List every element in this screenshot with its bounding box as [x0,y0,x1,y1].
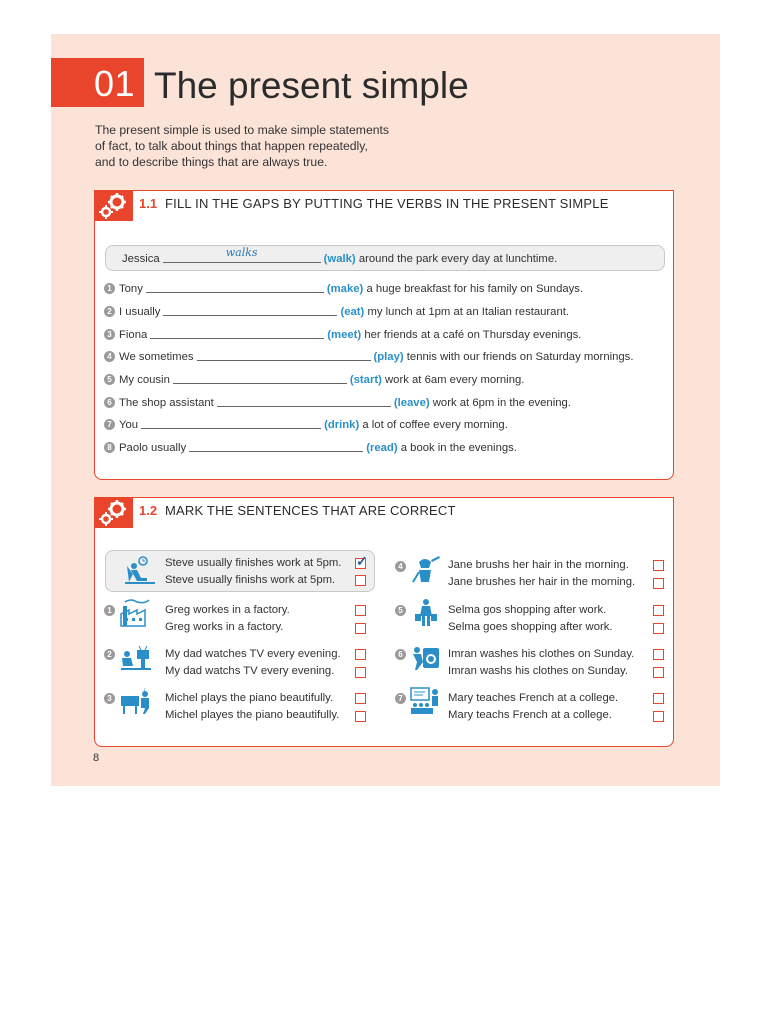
checkbox[interactable] [355,605,366,616]
sentence-end: her friends at a café on Thursday evenings. [364,329,582,341]
item-number: 7 [395,693,406,704]
office-worker-icon [123,556,157,586]
verb-hint: (drink) [324,419,360,431]
tv-watching-icon [119,642,153,672]
item-number: 6 [104,397,115,408]
sentence-end: a lot of coffee every morning. [362,419,508,431]
checkbox[interactable] [653,605,664,616]
sentence-end: a huge breakfast for his family on Sundays. [366,283,584,295]
item-number: 4 [104,351,115,362]
sentence-b: My dad watchs TV every evening. [165,665,335,677]
item-number: 3 [104,329,115,340]
sentence-start: Paolo usually [119,442,187,454]
gap-item [104,372,524,386]
sentence-start: Jessica [122,253,160,265]
checkbox[interactable] [355,693,366,704]
verb-hint: (play) [373,351,404,363]
chapter-number: 01 [94,63,136,104]
sentence-b: Greg works in a factory. [165,621,284,633]
checkbox[interactable] [355,711,366,722]
gap-item [104,327,581,341]
gap-item [104,395,571,409]
item-number: 2 [104,306,115,317]
checkbox[interactable] [653,578,664,589]
sentence-start: The shop assistant [119,397,214,409]
gap-item [104,417,508,431]
example-checkbox-a[interactable] [355,553,368,569]
intro-line: The present simple is used to make simple statements [95,123,389,137]
hair-brushing-icon [409,554,443,584]
sentence-end: tennis with our friends on Saturday mornings. [406,351,634,363]
item-number: 5 [104,374,115,385]
checkbox[interactable] [653,649,664,660]
checkbox[interactable] [355,667,366,678]
sentence-start: I usually [119,306,161,318]
answer-gap[interactable] [217,395,391,407]
item-number: 1 [104,605,115,616]
sentence-end: work at 6am every morning. [385,374,525,386]
answer-gap[interactable] [141,417,321,429]
verb-hint: (meet) [327,329,362,341]
gap-item [104,304,569,318]
item-number: 1 [104,283,115,294]
checkbox[interactable] [653,693,664,704]
checkmark-icon: ✓ [356,553,368,569]
factory-icon [119,598,153,628]
item-number: 3 [104,693,115,704]
sentence-b: Jane brushes her hair in the morning. [448,576,636,588]
exercise-title: FILL IN THE GAPS BY PUTTING THE VERBS IN THE PRESENT SIMPLE [165,196,609,211]
answer-gap[interactable] [173,372,347,384]
intro-line: of fact, to talk about things that happen repeatedly, [95,139,368,153]
shopping-icon [409,598,443,628]
exercise-header [95,191,673,219]
sentence-start: We sometimes [119,351,194,363]
example-sentence-b: Steve usually finishs work at 5pm. [165,574,336,586]
washing-machine-icon [409,642,443,672]
checkbox[interactable] [653,667,664,678]
item-number: 7 [104,419,115,430]
sentence-end: my lunch at 1pm at an Italian restaurant. [367,306,570,318]
example-checkbox-b[interactable] [355,575,366,586]
answer-gap [163,246,321,263]
gap-item [104,281,583,295]
sentence-end: around the park every day at lunchtime. [358,253,558,265]
gears-icon [95,191,133,221]
classroom-icon [409,686,443,716]
checkbox[interactable] [653,560,664,571]
sentence-a: Greg workes in a factory. [165,604,290,616]
page-number: 8 [93,752,100,764]
answer-gap[interactable] [146,281,324,293]
item-number: 4 [395,561,406,572]
verb-hint: (leave) [393,397,430,409]
item-number: 6 [395,649,406,660]
item-number: 8 [104,442,115,453]
piano-icon [119,686,153,716]
sentence-b: Selma goes shopping after work. [448,621,613,633]
sentence-a: Imran washes his clothes on Sunday. [448,648,635,660]
checkbox[interactable] [355,623,366,634]
svg-text:♪: ♪ [143,687,146,693]
sentence-a: Mary teaches French at a college. [448,692,619,704]
gap-item [104,349,633,363]
sentence-b: Imran washs his clothes on Sunday. [448,665,629,677]
sentence-a: Michel plays the piano beautifully. [165,692,334,704]
answer-gap[interactable] [150,327,324,339]
answer-gap[interactable] [163,304,337,316]
answer-gap[interactable] [189,440,363,452]
chapter-title: The present simple [154,65,469,106]
sentence-a: Selma gos shopping after work. [448,604,607,616]
exercise-1-2-box [94,497,674,747]
sentence-a: Jane brushs her hair in the morning. [448,559,629,571]
exercise-header [95,498,673,526]
example-answer: walks [225,246,258,259]
gears-icon [95,498,133,528]
verb-hint: (start) [349,374,382,386]
gap-item [104,440,517,454]
exercise-1-1-box [94,190,674,480]
exercise-title: MARK THE SENTENCES THAT ARE CORRECT [165,503,456,518]
verb-hint: (make) [326,283,364,295]
sentence-end: a book in the evenings. [400,442,517,454]
example-sentence-a: Steve usually finishes work at 5pm. [165,557,342,569]
sentence-start: My cousin [119,374,170,386]
checkbox[interactable] [653,711,664,722]
sentence-start: Tony [119,283,143,295]
item-number: 5 [395,605,406,616]
sentence-a: My dad watches TV every evening. [165,648,341,660]
intro-line: and to describe things that are always true. [95,155,328,169]
verb-hint: (eat) [340,306,365,318]
sentence-b: Michel playes the piano beautifully. [165,709,340,721]
exercise-number: 1.1 [139,196,158,211]
sentence-b: Mary teachs French at a college. [448,709,612,721]
checkbox[interactable] [355,649,366,660]
intro-text [95,122,415,170]
answer-gap[interactable] [197,349,371,361]
verb-hint: (read) [366,442,398,454]
item-number: 2 [104,649,115,660]
checkbox[interactable] [653,623,664,634]
sentence-start: Fiona [119,329,148,341]
sentence-end: work at 6pm in the evening. [432,397,571,409]
exercise-number: 1.2 [139,503,158,518]
sentence-start: You [119,419,139,431]
verb-hint: (walk) [323,253,356,265]
example-line [122,246,558,265]
